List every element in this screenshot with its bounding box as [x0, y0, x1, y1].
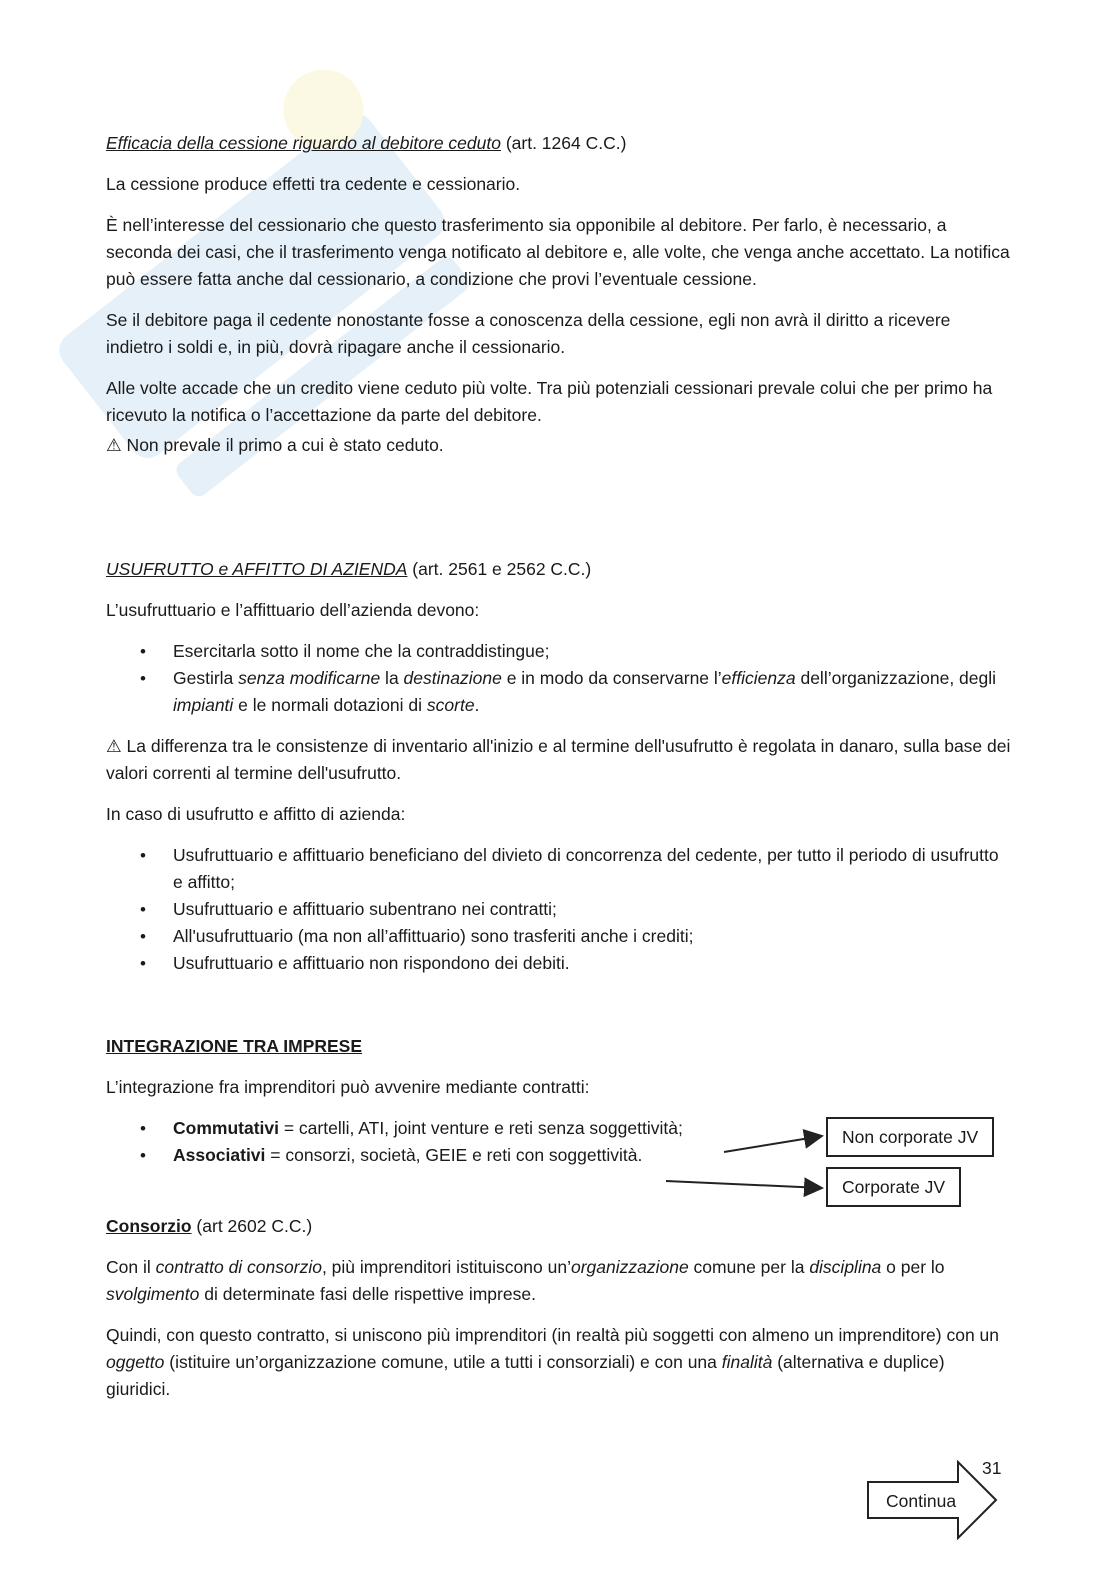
document-page — [106, 130, 1011, 1417]
efficacia-title: Efficacia della cessione riguardo al debitore ceduto — [106, 133, 501, 153]
usufrutto-warning: ⚠ La differenza tra le consistenze di inventario all'inizio e al termine dell'usufrutto è regolata in danaro, sulla base dei valori correnti al termine dell'usufrutto. — [106, 736, 1011, 783]
list-item: • Gestirla senza modificarne la destinazione e in modo da conservarne l’efficienza dell’organizzazione, degli impianti e le normali dotazioni di scorte. — [106, 665, 1011, 719]
section-heading-usufrutto — [106, 556, 1011, 583]
usufrutto-intro: L’usufruttuario e l’affittuario dell’azienda devono: — [106, 600, 480, 620]
list-item: • Commutativi = cartelli, ATI, joint venture e reti senza soggettività; — [106, 1115, 1011, 1142]
list-item: • All'usufruttuario (ma non all’affittuario) sono trasferiti anche i crediti; — [106, 923, 1011, 950]
efficacia-ref: (art. 1264 C.C.) — [500, 133, 627, 153]
section-heading-consorzio — [106, 1213, 1011, 1240]
section-heading-efficacia — [106, 130, 1011, 157]
efficacia-paragraph-3: Se il debitore paga il cedente nonostante fosse a conoscenza della cessione, egli non avrà il diritto a ricevere indietro i soldi e, in più, dovrà ripagare anche il cessionario. — [106, 310, 951, 357]
list-item: • Usufruttuario e affittuario beneficiano del divieto di concorrenza del cedente, per tutto il periodo di usufrutto e affitto; — [106, 842, 1011, 896]
continue-label: Continua — [886, 1491, 957, 1511]
efficacia-paragraph-4: Alle volte accade che un credito viene ceduto più volte. Tra più potenziali cessionari prevale colui che per primo ha ricevuto la notifica o l’accettazione da parte del debitore. — [106, 378, 993, 425]
usufrutto-intro-2: In caso di usufrutto e affitto di azienda: — [106, 804, 406, 824]
consorzio-ref: (art 2602 C.C.) — [191, 1216, 313, 1236]
corporate-jv-box: Corporate JV — [826, 1167, 961, 1207]
usufrutto-ref: (art. 2561 e 2562 C.C.) — [407, 559, 592, 579]
list-item: • Esercitarla sotto il nome che la contraddistingue; — [106, 638, 1011, 665]
non-corporate-jv-box: Non corporate JV — [826, 1117, 994, 1157]
integrazione-title: INTEGRAZIONE TRA IMPRESE — [106, 1036, 363, 1056]
page-number: 31 — [982, 1458, 1002, 1478]
integrazione-intro: L’integrazione fra imprenditori può avvenire mediante contratti: — [106, 1077, 590, 1097]
consorzio-paragraph-1: Con il contratto di consorzio, più imprenditori istituiscono un’organizzazione comune per la disciplina o per lo svolgimento di determinate fasi delle rispettive imprese. — [106, 1257, 945, 1304]
usufrutto-cases-list — [106, 842, 1011, 977]
section-heading-integrazione — [106, 1033, 1011, 1060]
efficacia-paragraph-2: È nell’interesse del cessionario che questo trasferimento sia opponibile al debitore. Per farlo, è necessario, a seconda dei casi, che il trasferimento venga notificato al debitore e, alle volte, che venga anche accettato. La notifica può essere fatta anche dal cessionario, a condizione che provi l’eventuale cessione. — [106, 215, 1010, 289]
usufrutto-duties-list — [106, 638, 1011, 719]
consorzio-title: Consorzio — [106, 1216, 192, 1236]
efficacia-warning: ⚠ Non prevale il primo a cui è stato ceduto. — [106, 435, 444, 455]
list-item: • Associativi = consorzi, società, GEIE e reti con soggettività. — [106, 1142, 1011, 1169]
list-item: • Usufruttuario e affittuario subentrano nei contratti; — [106, 896, 1011, 923]
list-item: • Usufruttuario e affittuario non rispondono dei debiti. — [106, 950, 1011, 977]
consorzio-paragraph-2: Quindi, con questo contratto, si uniscono più imprenditori (in realtà più soggetti con almeno un imprenditore) con un oggetto (istituire un’organizzazione comune, utile a tutti i consorziali) e con una finalità (alternativa e duplice) giuridici. — [106, 1325, 1000, 1399]
continue-button[interactable] — [866, 1460, 1000, 1540]
efficacia-paragraph-1: La cessione produce effetti tra cedente e cessionario. — [106, 174, 521, 194]
usufrutto-title: USUFRUTTO e AFFITTO DI AZIENDA — [106, 559, 408, 579]
